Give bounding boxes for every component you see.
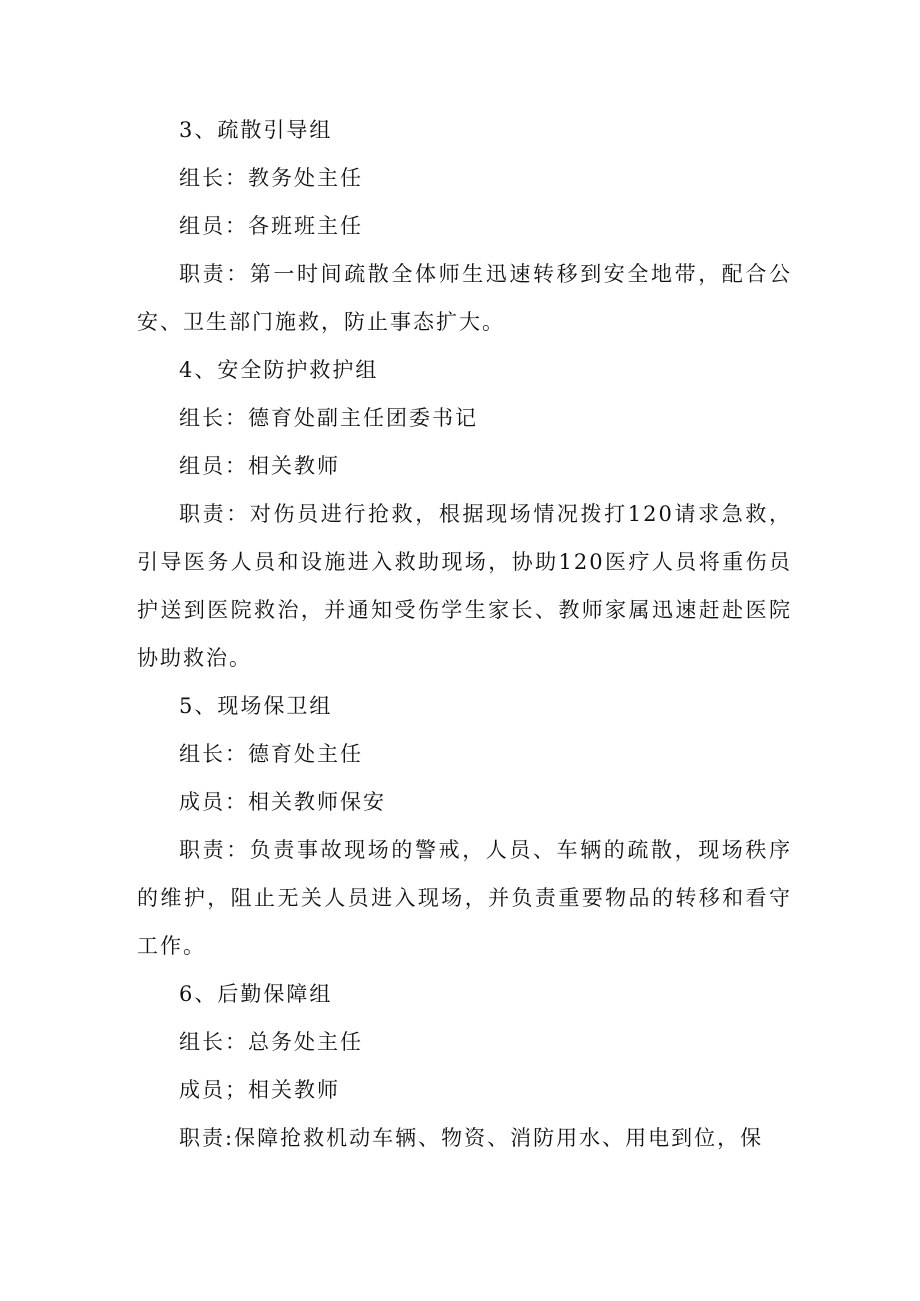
logistics-members: 成员；相关教师 xyxy=(179,1078,340,1102)
section-heading-rescue: 4、安全防护救护组 xyxy=(179,358,379,382)
section-heading-security: 5、现场保卫组 xyxy=(179,694,333,718)
logistics-leader: 组长：总务处主任 xyxy=(179,1030,363,1054)
section-heading-logistics: 6、后勤保障组 xyxy=(179,982,333,1006)
rescue-duties: 职责：对伤员进行抢救，根据现场情况拨打120请求急救，引导医务人员和设施进入救助现场，协助120医疗人员将重伤员护送到医院救治，并通知受伤学生家长、教师家属迅速赶赴医院协助救治。 xyxy=(137,502,792,670)
rescue-leader: 组长：德育处副主任团委书记 xyxy=(179,406,478,430)
evacuation-leader: 组长：教务处主任 xyxy=(179,166,363,190)
document-body xyxy=(137,106,792,1162)
evacuation-members: 组员：各班班主任 xyxy=(179,214,363,238)
logistics-duties: 职责:保障抢救机动车辆、物资、消防用水、用电到位，保 xyxy=(179,1126,764,1150)
rescue-members: 组员：相关教师 xyxy=(179,454,340,478)
security-duties: 职责：负责事故现场的警戒，人员、车辆的疏散，现场秩序的维护，阻止无关人员进入现场，并负责重要物品的转移和看守工作。 xyxy=(137,838,792,958)
security-leader: 组长：德育处主任 xyxy=(179,742,363,766)
section-heading-evacuation: 3、疏散引导组 xyxy=(179,118,333,142)
evacuation-duties: 职责：第一时间疏散全体师生迅速转移到安全地带，配合公安、卫生部门施救，防止事态扩大。 xyxy=(137,262,792,334)
security-members: 成员：相关教师保安 xyxy=(179,790,386,814)
